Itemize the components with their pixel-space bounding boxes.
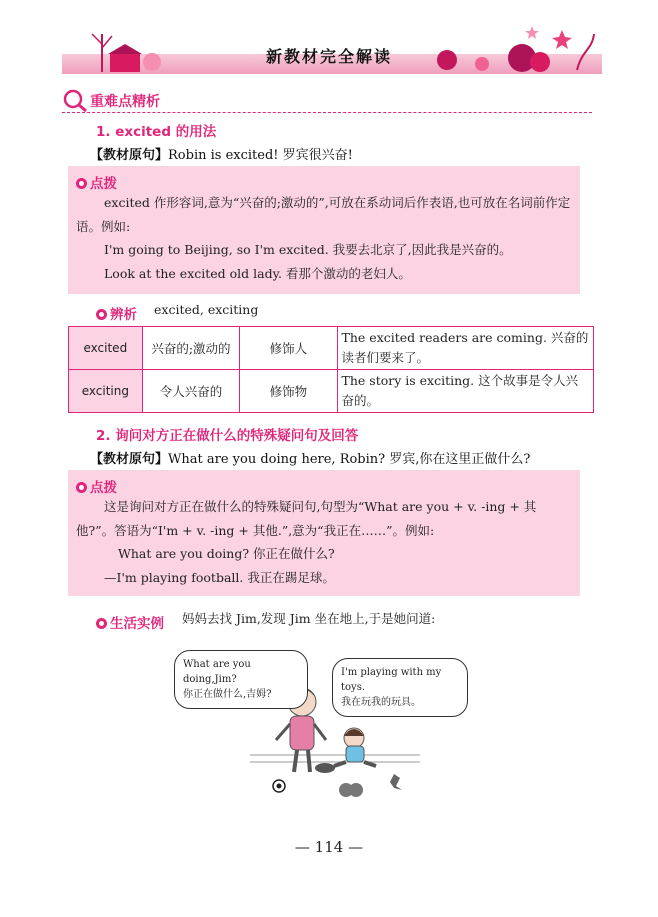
point2-source-text: What are you doing here, Robin? 罗宾,你在这里正做什么?	[168, 452, 531, 467]
point1-title: 1. excited 的用法	[96, 124, 217, 140]
speech-bubble-left	[174, 650, 308, 709]
table-row	[69, 370, 594, 413]
note2-example1: What are you doing? 你正在做什么?	[118, 546, 335, 561]
note2-example2: —I'm playing football. 我正在踢足球。	[104, 570, 335, 585]
bullet-icon	[76, 178, 87, 189]
bubble-right-cn: 我在玩我的玩具。	[341, 697, 421, 708]
boy-figure	[334, 728, 376, 766]
table-cell-meaning: 兴奋的;激动的	[142, 327, 240, 370]
note1-text: excited 作形容词,意为“兴奋的;激动的”,可放在系动词后作表语,也可放在名词前作定语。例如:	[76, 195, 571, 234]
table-cell-use: 修饰人	[240, 327, 337, 370]
point1-source-text: Robin is excited! 罗宾很兴奋!	[168, 148, 353, 163]
speech-bubble-right	[332, 658, 468, 717]
note1-label: 点拨	[90, 176, 117, 192]
point2-title: 2. 询问对方正在做什么的特殊疑问句及回答	[96, 428, 359, 444]
point1-source	[90, 144, 353, 163]
bubble-right-en: I'm playing with my toys.	[341, 667, 442, 693]
compare-words: excited, exciting	[154, 302, 259, 317]
bullet-icon	[96, 618, 107, 629]
section-divider	[62, 112, 592, 113]
table-cell-word: excited	[69, 327, 143, 370]
section-title: 重难点精析	[90, 94, 160, 110]
note1-tag	[76, 172, 117, 192]
life-text: 妈妈去找 Jim,发现 Jim 坐在地上,于是她问道:	[182, 611, 436, 626]
bubble-left-cn: 你正在做什么,吉姆?	[183, 689, 272, 700]
table-row	[69, 327, 594, 370]
table-cell-example: The story is exciting. 这个故事是令人兴奋的。	[337, 370, 593, 413]
table-cell-example: The excited readers are coming. 兴奋的读者们要来了。	[337, 327, 593, 370]
compare-table	[68, 326, 594, 413]
magnifier-icon	[62, 88, 88, 112]
point1-source-label: 【教材原句】	[90, 148, 169, 163]
table-cell-meaning: 令人兴奋的	[142, 370, 240, 413]
bullet-icon	[76, 482, 87, 493]
bullet-icon	[96, 309, 107, 320]
header-title: 新教材完全解读	[265, 47, 392, 66]
compare-label: 辨析	[110, 307, 137, 323]
table-cell-word: exciting	[69, 370, 143, 413]
note2-label: 点拨	[90, 480, 117, 496]
note2-text: 这是询问对方正在做什么的特殊疑问句,句型为“What are you + v. -ing + 其他?”。答语为“I'm + v. -ing + 其他.”,意为“我正在……”。例如:	[76, 499, 537, 538]
note2-tag	[76, 476, 117, 496]
table-cell-use: 修饰物	[240, 370, 337, 413]
note1-example1: I'm going to Beijing, so I'm excited. 我要去北京了,因此我是兴奋的。	[104, 242, 512, 257]
bubble-left-en: What are you doing,Jim?	[183, 659, 251, 685]
life-label: 生活实例	[110, 616, 164, 632]
point2-source	[90, 448, 530, 467]
life-tag	[96, 612, 164, 632]
page-number: — 114 —	[294, 838, 364, 856]
point2-source-label: 【教材原句】	[90, 452, 169, 467]
compare-tag	[96, 303, 137, 323]
note1-example2: Look at the excited old lady. 看那个激动的老妇人。	[104, 266, 411, 281]
